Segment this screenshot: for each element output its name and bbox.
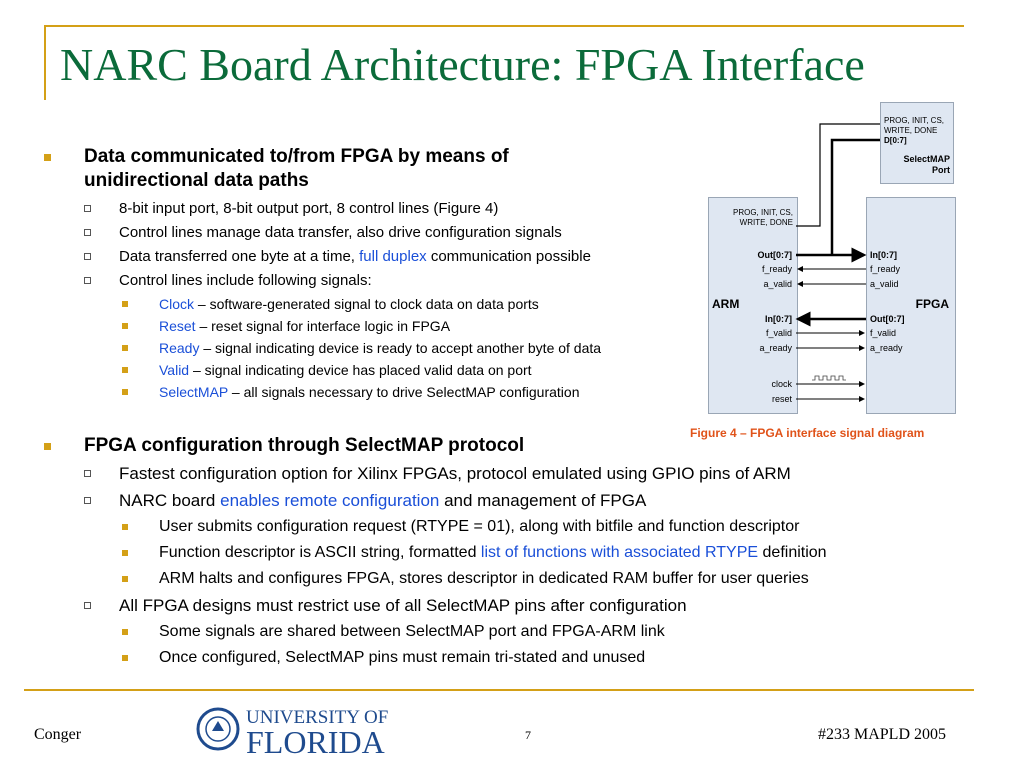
clock-waveform (812, 376, 846, 380)
rtype-list-link[interactable]: list of functions with associated RTYPE (480, 544, 759, 561)
item-text: User submits configuration request (RTYPE = 01), along with bitfile and function descriptor (159, 518, 800, 535)
university-seal-icon (196, 701, 416, 757)
item-text: and management of FPGA (439, 491, 647, 510)
signal-desc: – signal indicating device is ready to accept another byte of data (199, 340, 602, 356)
arm-in-port: In[0:7] (765, 314, 792, 324)
arm-clock: clock (771, 379, 792, 389)
full-duplex-link[interactable]: full duplex (359, 248, 427, 265)
selectmap-data-wire (832, 140, 880, 254)
footer-event: #233 MAPLD 2005 (818, 726, 947, 743)
item-text: Some signals are shared between SelectMAP port and FPGA-ARM link (159, 623, 665, 640)
heading-line-2: unidirectional data paths (84, 170, 309, 191)
arm-a-ready: a_ready (759, 343, 792, 353)
arm-reset: reset (771, 394, 792, 404)
item-text: Function descriptor is ASCII string, formatted (159, 544, 481, 561)
fpga-in-port: In[0:7] (870, 250, 897, 260)
item-text: All FPGA designs must restrict use of all SelectMAP pins after configuration (119, 596, 687, 615)
fpga-f-ready: f_ready (870, 264, 901, 274)
fpga-label: FPGA (915, 297, 949, 311)
selectmap-data: D[0:7] (884, 136, 907, 145)
logo-line-1: UNIVERSITY OF (246, 707, 389, 728)
arm-control-line2: WRITE, DONE (739, 218, 793, 227)
heading-line-1: Data communicated to/from FPGA by means of (84, 146, 509, 167)
logo-line-2: FLORIDA (246, 724, 385, 757)
fpga-f-valid: f_valid (870, 328, 897, 338)
item-text: 8-bit input port, 8-bit output port, 8 control lines (Figure 4) (119, 200, 499, 217)
signal-name: Valid (159, 362, 190, 378)
arm-control-line1: PROG, INIT, CS, (732, 208, 793, 217)
signal-desc: – software-generated signal to clock data on data ports (194, 296, 539, 312)
university-logo (196, 701, 416, 757)
fpga-a-ready: a_ready (870, 343, 903, 353)
signal-name: Ready (159, 340, 200, 356)
item-text: communication possible (426, 248, 591, 265)
signal-desc: – signal indicating device has placed valid data on port (189, 362, 532, 378)
selectmap-title-line1: SelectMAP (903, 154, 950, 164)
figure-caption: Figure 4 – FPGA interface signal diagram (690, 426, 925, 440)
signal-name: Reset (159, 318, 196, 334)
footer-author: Conger (34, 726, 82, 743)
arm-f-valid: f_valid (765, 328, 792, 338)
page-number: 7 (525, 728, 531, 742)
signal-name: Clock (159, 296, 195, 312)
fpga-out-port: Out[0:7] (870, 314, 905, 324)
selectmap-signals-line2: WRITE, DONE (884, 126, 938, 135)
fpga-a-valid: a_valid (870, 279, 899, 289)
signal-desc: – all signals necessary to drive SelectMAP configuration (228, 384, 580, 400)
arm-f-ready: f_ready (761, 264, 792, 274)
item-text: Once configured, SelectMAP pins must remain tri-stated and unused (159, 649, 646, 666)
item-text: Fastest configuration option for Xilinx FPGAs, protocol emulated using GPIO pins of ARM (119, 464, 791, 483)
arm-out-port: Out[0:7] (757, 250, 792, 260)
signal-desc: – reset signal for interface logic in FPGA (195, 318, 451, 334)
item-text: Data transferred one byte at a time, (119, 248, 360, 265)
item-text: Control lines include following signals: (119, 272, 372, 289)
arm-label: ARM (712, 297, 740, 311)
signal-name: SelectMAP (159, 384, 228, 400)
arm-a-valid: a_valid (763, 279, 792, 289)
item-text: definition (758, 544, 827, 561)
selectmap-title-line2: Port (932, 165, 950, 175)
selectmap-signals-line1: PROG, INIT, CS, (884, 116, 945, 125)
item-text: Control lines manage data transfer, also drive configuration signals (119, 224, 562, 241)
item-text: ARM halts and configures FPGA, stores descriptor in dedicated RAM buffer for user queries (159, 570, 809, 587)
item-text: NARC board (119, 491, 221, 510)
slide-title: NARC Board Architecture: FPGA Interface (60, 39, 865, 90)
heading-text: FPGA configuration through SelectMAP protocol (84, 435, 525, 456)
remote-config-link[interactable]: enables remote configuration (220, 491, 440, 510)
